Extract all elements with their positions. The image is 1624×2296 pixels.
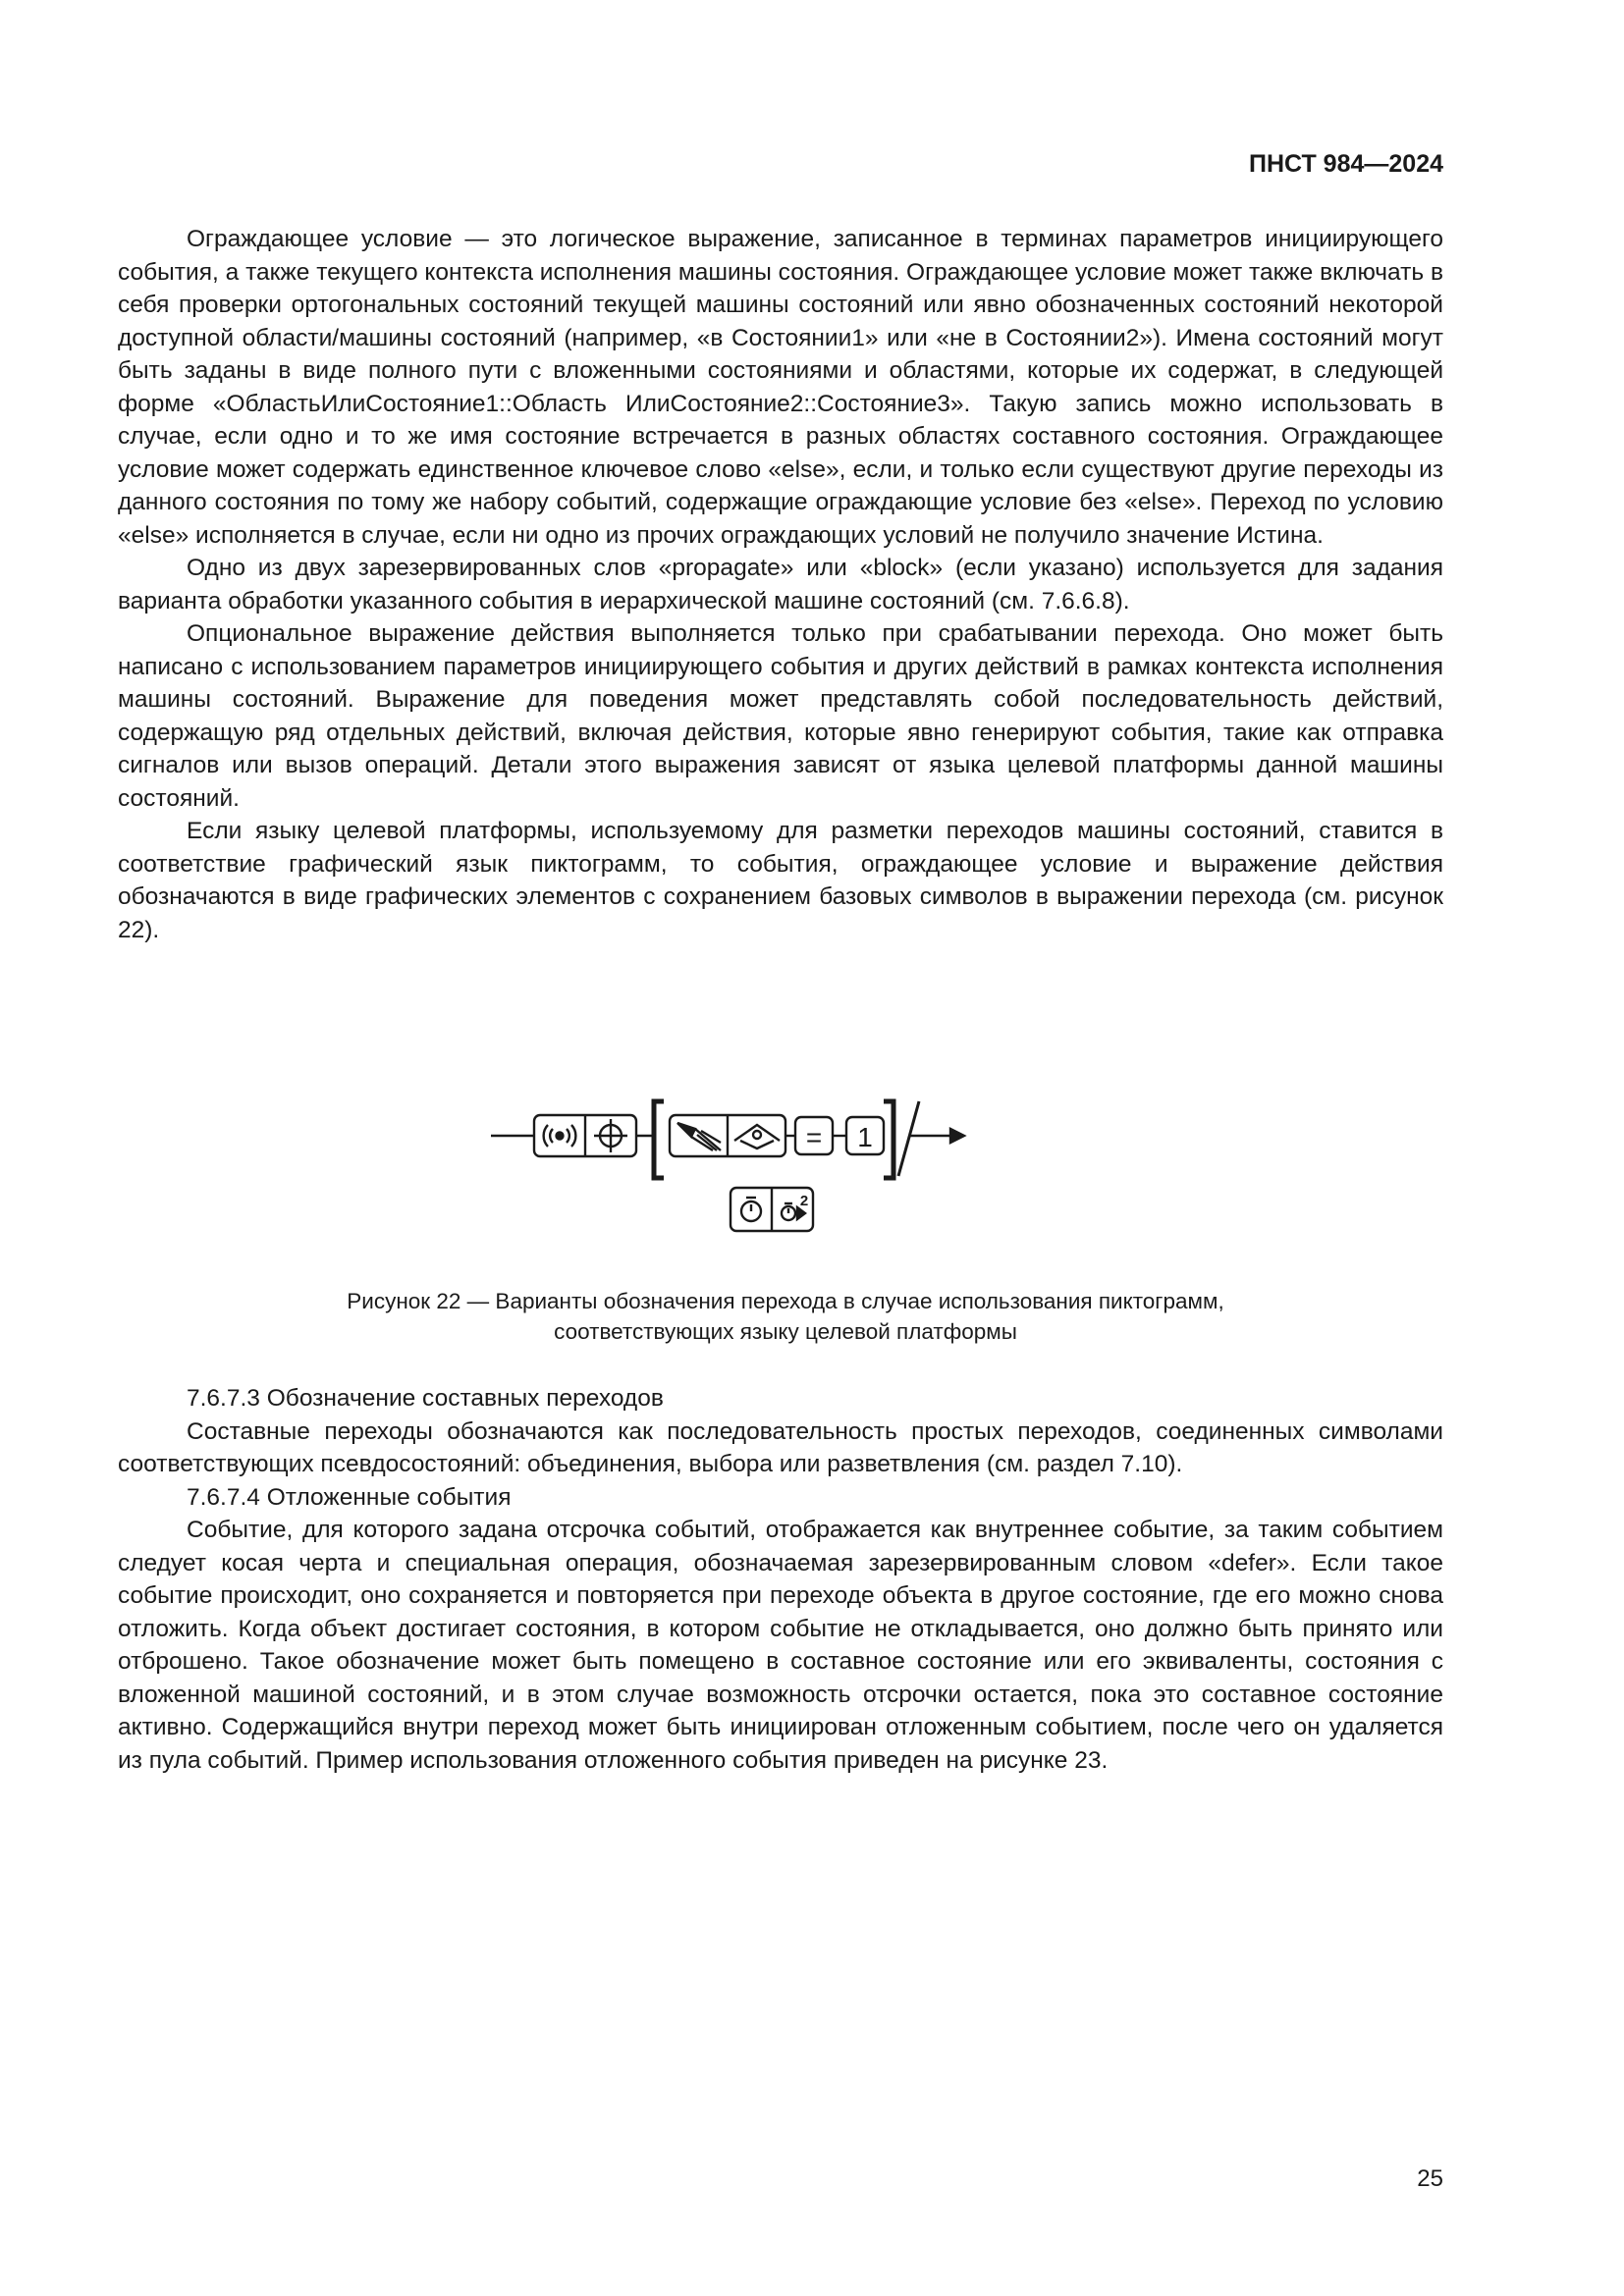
body-text-top xyxy=(118,223,1443,946)
guard-bracket-right xyxy=(884,1101,893,1178)
superscript-symbol: 2 xyxy=(799,1193,809,1209)
paragraph-action-expression: Опциональное выражение действия выполняется только при срабатывании перехода. Оно может быть написано с использованием параметров инициирующего события и других действий в рамках контекста исполнения машины состояний. Выражение для поведения может представлять собой последовательность действий, содержащую ряд отдельных действий, включая действия, которые явно генерируют события, такие как отправка сигналов или вызов операций. Детали этого выражения зависят от языка целевой платформы данной машины состояний. xyxy=(118,620,1443,812)
caption-line-1: Рисунок 22 — Варианты обозначения перехода в случае использования пиктограмм, xyxy=(347,1289,1224,1313)
document-code: ПНСТ 984—2024 xyxy=(1249,150,1443,178)
action-slash xyxy=(898,1101,919,1176)
paragraph-reserved-words: Одно из двух зарезервированных слов «propagate» или «block» (если указано) используется для задания варианта обработки указанного события в иерархической машине состояний (см. 7.6.6.8). xyxy=(118,555,1443,614)
guard-bracket-left xyxy=(654,1101,664,1178)
radio-signal-icon xyxy=(544,1125,576,1147)
caption-line-2: соответствующих языку целевой платформы xyxy=(554,1319,1017,1344)
paragraph-guard-condition: Ограждающее условие — это логическое выражение, записанное в терминах параметров инициирующего события, а также текущего контекста исполнения машины состояния. Ограждающее условие может также включать в себя проверки ортогональных состояний текущей машины состояний или явно обозначенных состояний некоторой доступной области/машины состояний (например, «в Состоянии1» или «не в Состоянии2»). Имена состояний могут быть заданы в виде полного пути с вложенными состояниями и областями, которые их содержат, в следующей форме «ОбластьИлиСостояние1::Область ИлиСостояние2::Состояние3». Такую запись можно использовать в случае, если одно и то же имя состояние встречается в разных областях составного состояния. Ограждающее условие может содержать единственное ключевое слово «else», если, и только если существуют другие переходы из данного состояния по тому же набору событий, содержащие ограждающие условие без «else». Переход по условию «else» исполняется в случае, если ни одно из прочих ограждающих условий не получило значение Истина. xyxy=(118,226,1443,549)
tilt-angle-icon xyxy=(734,1125,780,1148)
stopwatch-icon xyxy=(741,1198,761,1221)
arrow-head-icon xyxy=(950,1129,964,1143)
page-number: 25 xyxy=(1417,2165,1443,2192)
body-text-bottom xyxy=(118,1382,1443,1777)
section-7673-heading: 7.6.7.3 Обозначение составных переходов xyxy=(187,1385,664,1412)
equals-symbol: = xyxy=(805,1122,823,1152)
value-symbol: 1 xyxy=(857,1122,873,1152)
section-7674-heading: 7.6.7.4 Отложенные события xyxy=(187,1483,512,1511)
section-7673-text: Составные переходы обозначаются как последовательность простых переходов, соединенных символами соответствующих псевдосостояний: объединения, выбора или разветвления (см. раздел 7.10). xyxy=(118,1417,1443,1477)
scan-sweep-icon xyxy=(677,1123,721,1150)
figure-caption xyxy=(196,1286,1375,1347)
target-crosshair-icon xyxy=(594,1119,654,1152)
paragraph-pictogram-language: Если языку целевой платформы, используемому для разметки переходов машины состояний, ставится в соответствие графический язык пиктограмм, то события, ограждающее условие и выражение действия обозначаются в виде графических элементов с сохранением базовых символов в выражении перехода (см. рисунок 22). xyxy=(118,818,1443,943)
figure-22-diagram xyxy=(481,1060,1090,1266)
section-7674-text: Событие, для которого задана отсрочка событий, отображается как внутреннее событие, за таким событием следует косая черта и специальная операция, обозначаемая зарезервированным словом «defer». Если такое событие происходит, оно сохраняется и повторяется при переходе объекта в другое состояние, где его можно снова отложить. Когда объект достигает состояния, в котором событие не откладывается, оно должно быть принято или отброшено. Такое обозначение может быть помещено в составное состояние или его эквиваленты, состояния с вложенной машиной состояний, и в этом случае возможность отсрочки остается, пока это составное состояние активно. Содержащийся внутри переход может быть инициирован отложенным событием, после чего он удаляется из пула событий. Пример использования отложенного события приведен на рисунке 23. xyxy=(118,1517,1443,1774)
